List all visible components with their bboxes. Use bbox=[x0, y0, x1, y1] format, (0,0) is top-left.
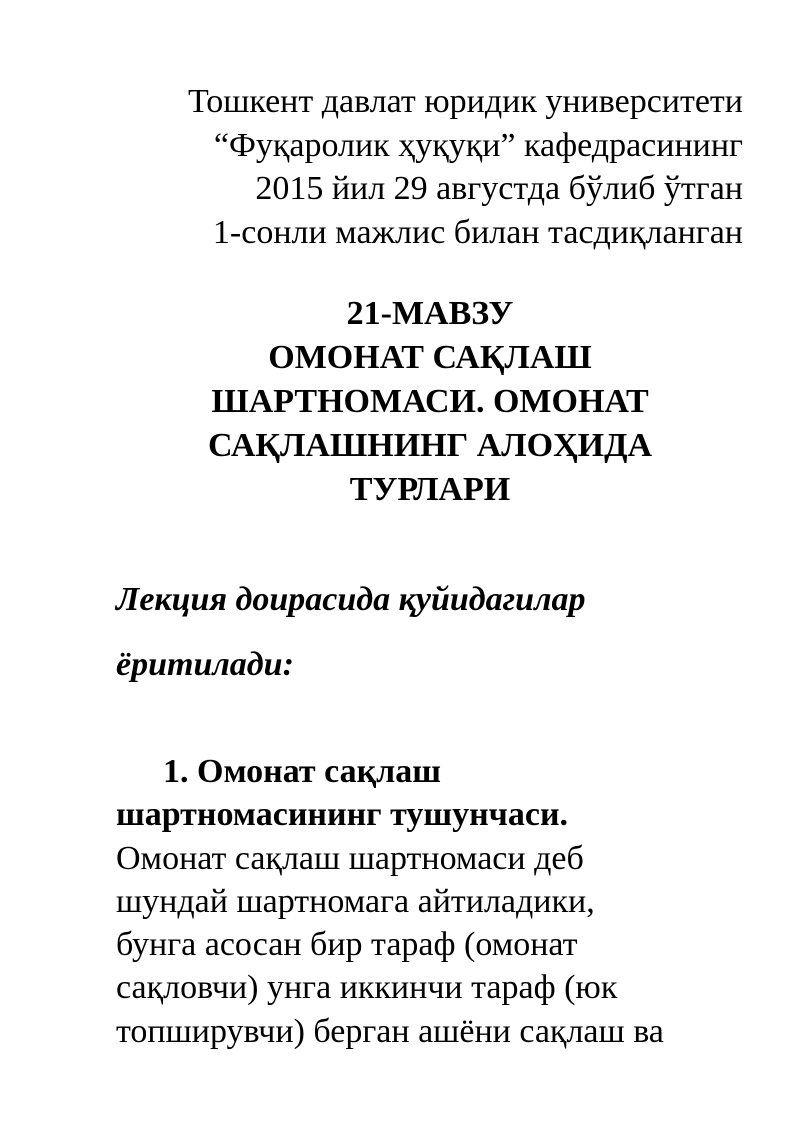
approval-line: “Фуқаролик ҳуқуқи” кафедрасининг bbox=[213, 126, 743, 164]
topic-title bbox=[130, 292, 730, 512]
section-1 bbox=[116, 750, 756, 1053]
paragraph-line: бунга асосан бир тараф (омонат bbox=[116, 926, 578, 964]
lecture-intro-line: Лекция доирасида қуйидагилар bbox=[116, 581, 586, 618]
topic-number: 21-МАВЗУ bbox=[346, 295, 514, 332]
approval-line: Тошкент давлат юридик университети bbox=[188, 83, 743, 120]
topic-title-line: ТУРЛАРИ bbox=[349, 471, 511, 508]
paragraph-line: Омонат сақлаш шартномаси деб bbox=[116, 839, 584, 877]
paragraph-line: сақловчи) унга иккинчи тараф (юк bbox=[116, 969, 618, 1007]
paragraph-line: топширувчи) берган ашёни сақлаш ва bbox=[116, 1012, 664, 1050]
section-heading: 1. Омонат сақлаш bbox=[163, 753, 441, 790]
approval-line: 2015 йил 29 августда бўлиб ўтган bbox=[255, 170, 743, 207]
topic-title-line: ШАРТНОМАСИ. ОМОНАТ bbox=[211, 383, 649, 420]
topic-title-line: САҚЛАШНИНГ АЛОҲИДА bbox=[207, 427, 653, 464]
paragraph-line: шундай шартномага айтиладики, bbox=[116, 882, 595, 920]
approval-block bbox=[83, 80, 743, 254]
topic-title-line: ОМОНАТ САҚЛАШ bbox=[268, 339, 592, 376]
approval-line: 1-сонли мажлис билан тасдиқланган bbox=[212, 213, 743, 251]
lecture-intro-line: ёритилади: bbox=[116, 646, 294, 683]
section-heading: шартномасининг тушунчаси. bbox=[116, 796, 569, 834]
